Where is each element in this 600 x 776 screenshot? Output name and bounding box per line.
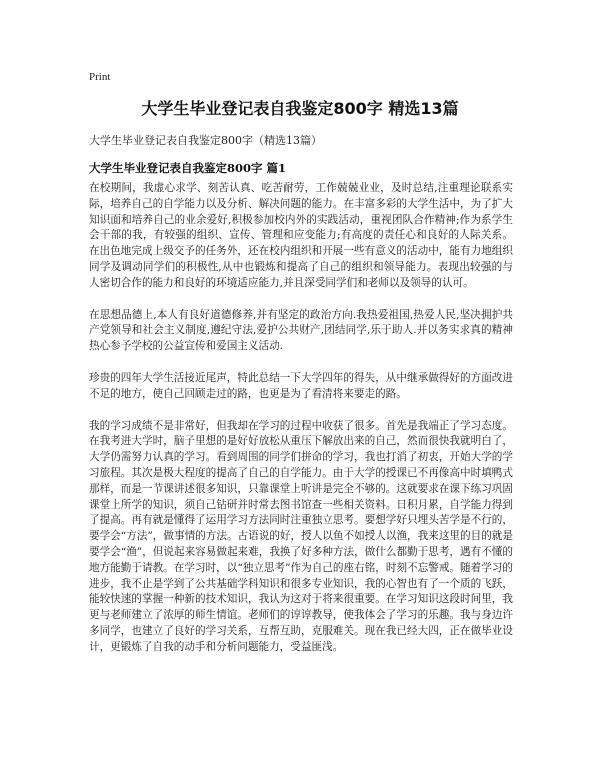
paragraph: 我的学习成绩不是非常好，但我却在学习的过程中收获了很多。首先是我端正了学习态度。在我考进大学时，脑子里想的是好好放松从重压下解放出来的自己，然而很快我就明白了，大学仍需努力认真的学习。看到周围的同学们拼命的学习，我也打消了初衷，开始大学的学习旅程。其次是极大程度的提高了自己的自学能力。由于大学的授课已不再像高中时填鸭式那样，而是一节课讲述很多知识，只靠课堂上听讲是完全不够的。这就要求在课下练习巩固课堂上所学的知识，须自己钻研并时常去图书馆查一些相关资料。日积月累，自学能力得到了提高。再有就是懂得了运用学习方法同时注重独立思考。要想学好只埋头苦学是不行的，要学会“方法”，做事情的方法。古语说的好，授人以鱼不如授人以渔，我来这里的目的就是要学会“渔”，但说起来容易做起来难，我换了好多种方法，做什么都勤于思考，遇有不懂的地方能勤于请教。在学习时，以“独立思考”作为自己的座右铭，时刻不忘警戒。随着学习的进步，我不止是学到了公共基础学科知识和很多专业知识，我的心智也有了一个质的飞跃，能较快速的掌握一种新的技术知识，我认为这对于将来很重要。在学习知识这段时间里，我更与老师建立了浓厚的师生情谊。老师们的谆谆教导，使我体会了学习的乐趣。我与身边许多同学，也建立了良好的学习关系，互帮互助，克服难关。现在我已经大四，正在做毕业设计，更锻炼了自我的动手和分析问题能力，受益匪浅。	[89, 419, 513, 653]
paragraph: 在校期间，我虚心求学、刻苦认真、吃苦耐劳，工作兢兢业业，及时总结,注重理论联系实际，培养自己的自学能力以及分析、解决问题的能力。在丰富多彩的大学生活中，为了扩大知识面和培养自己的业余爱好,积极参加校内外的实践活动，重视团队合作精神;作为系学生会干部的我，有较强的组织、宣传、管理和应变能力;有高度的责任心和良好的人际关系。在出色地完成上级交予的任务外，还在校内组织和开展一些有意义的活动中，能有力地组织同学及调动同学们的积极性,从中也锻炼和提高了自己的组织和领导能力。表现出较强的与人密切合作的能力和良好的环境适应能力,并且深受同学们和老师以及领导的认可。	[89, 182, 513, 289]
article-body	[89, 181, 513, 672]
paragraph: 珍贵的四年大学生活接近尾声，特此总结一下大学四年的得失，从中继承做得好的方面改进不足的地方，使自己回顾走过的路，也更是为了看清将来要走的路。	[89, 371, 513, 400]
page-title: 大学生毕业登记表自我鉴定800字 精选13篇	[141, 99, 459, 118]
paragraph: 在思想品德上,本人有良好道德修养,并有坚定的政治方向.我热爱祖国,热爱人民,坚决拥护共产党领导和社会主义制度,遵纪守法,爱护公共财产,团结同学,乐于助人.并以务实求真的精神热心参予学校的公益宣传和爱国主义活动.	[89, 308, 513, 353]
print-link[interactable]: Print	[89, 71, 111, 83]
document-subtitle: 大学生毕业登记表自我鉴定800字（精选13篇）	[89, 134, 322, 147]
section-heading: 大学生毕业登记表自我鉴定800字 篇1	[89, 161, 287, 175]
